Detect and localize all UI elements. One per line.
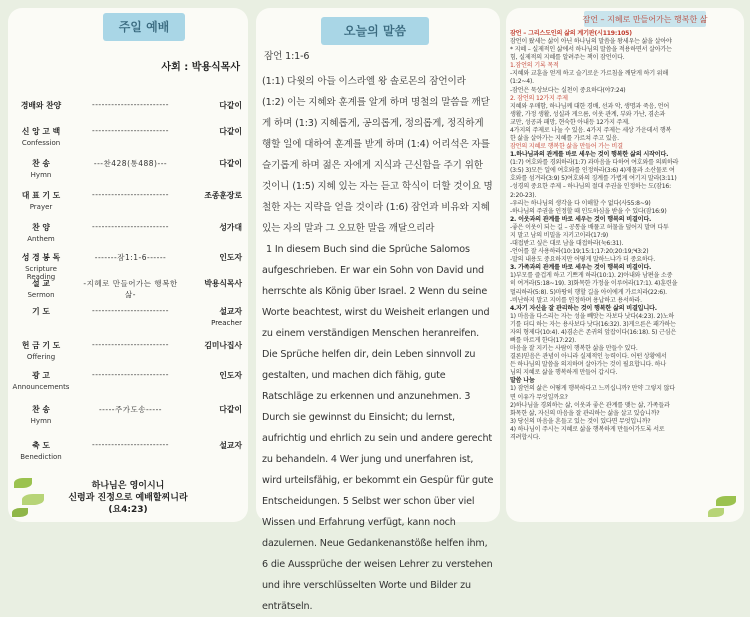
sermon-note-line: 면 이유가 무엇일까요? [510,393,568,401]
leaf-decoration [22,494,44,505]
sermon-note-line: 2. 이웃과의 관계를 바로 세우는 것이 행복의 비결이다. [510,215,652,223]
order-leader-ko: 인도자 [219,371,242,380]
sermon-note-line: 3. 가족과의 관계를 바로 세우는 것이 행복의 비결이다. [510,264,652,272]
order-label-ko: 기 도 [32,307,50,316]
sermon-title-text: 잠언 – 지혜로 만들어가는 행복한 삶 [582,15,708,24]
order-label-en: Hymn [30,417,52,425]
order-detail: ------------------------ [92,190,169,199]
sermon-note-line: 지 말고 남의 비밀을 지키고이라(17:9) [510,231,609,239]
order-leader-ko: 성가대 [219,223,242,232]
sermon-note-line: 1)부모를 즐겁게 하고 기쁘게 하라(10:1). 2)아내와 남편을 소중 [510,272,673,280]
sermon-note-line: 1) 잠언의 삶은 어떻게 행복하다고 느끼십니까? 만약 그렇지 않다 [510,385,675,393]
order-leader-ko: 설교자 [219,307,242,316]
sermon-note-line: 마음을 잘 지키는 사람이 행복한 삶을 만들수 있다. [510,345,638,353]
sermon-note-line: 3) 당신의 마음을 흔들고 있는 것이 있다면 무엇입니까? [510,417,651,425]
order-label [10,222,72,243]
order-label-ko: 헌 금 기 도 [21,341,61,350]
sermon-note-line: 님의 지혜로 삶을 행복하게 만들어 갑시다. [510,369,618,377]
sermon-note-line: -잠언은 묵상보다는 실천이 중요하다(야7:24) [510,86,626,94]
worship-title: 주일 예배 [103,13,185,41]
order-label-ko: 성 경 봉 독 [21,253,61,262]
order-label-en: Hymn [30,171,52,179]
sermon-note-line: 잠언 – 그리스도인의 삶의 계기판(시119:105) [510,30,632,37]
worship-order-row [8,252,248,281]
order-leader-ko: 박용식목사 [204,279,242,288]
order-leader [180,158,242,171]
order-label-ko: 찬 송 [32,159,50,168]
order-leader [180,404,242,417]
order-leader-ko: 다같이 [219,101,242,110]
sermon-note-line: -대접받고 싶은 대로 남을 대접하라(눅6:31). [510,240,624,248]
worship-order-row [8,158,248,182]
order-label-ko: 대 표 기 도 [21,191,61,200]
worship-order-row [8,340,248,364]
sermon-note-line: 멀리하라(5:8). 5)마땅히 행할 길을 아이에게 가르치라(22:6). [510,288,667,296]
order-leader [180,190,242,203]
scripture-panel [256,8,500,612]
leaf-decoration [12,508,28,517]
order-label-ko: 설 교 [32,279,50,288]
scripture-title: 오늘의 말씀 [321,17,429,45]
sermon-note-line: 1) 마음을 다스리는 자는 성을 빼앗는 자보다 낫다(4:23). 2)노하 [510,312,674,320]
sermon-note-line: 잠언이 왔세는 삶이 아닌 하나님의 말씀을 왕세우는 삶을 살아야 [510,38,672,46]
order-label [10,440,72,461]
order-label-ko: 찬 양 [32,223,50,232]
scripture-text [262,46,494,617]
sermon-note-line: 4) 하나님이 주시는 지혜로 삶을 행복하게 만들어가도록 서로 [510,425,665,433]
order-leader-ko: 인도자 [219,253,242,262]
worship-order-row [8,440,248,464]
order-label [10,158,72,179]
sermon-note-line: 4가지의 주제로 나눌 수 있음. 4가지 주제는 세상 가운데서 행복 [510,126,672,134]
sermon-note-line: 자의 형제다(10:4). 4)겸손은 존귀의 앞잡이다(16:18). 5) 근심은 [510,328,677,336]
sermon-note-line: 지혜와 우매함, 하나님께 대한 경배, 선과 악, 생명과 죽음, 언어 [510,102,670,110]
scripture-german: 1 In diesem Buch sind die Sprüche Salomos aufgeschrieben. Er war ein Sohn von David und herrschte als König über Israel. 2 Wenn du seine Worte beachtest, wirst du Weisheit erlangen und zu einem verständigen Menschen heranreifen. Die Sprüche helfen dir, dein Leben sinnvoll zu gestalten, und machen dich fähig, gute Ratschläge zu erkennen und anzunehmen. 3 Durch sie gewinnst du Einsicht; du lernst, aufrichtig und ehrlich zu sein und andere gerecht zu behandeln. 4 Wer jung und unerfahren ist, wird urteilsfähig, er bekommt ein Gespür für gute Entscheidungen. 5 Selbst wer schon über viel Wissen und Erfahrung verfügt, kann noch dazulernen. Neue Gedankenanstöße helfen ihm, 6 die Aussprüche der weisen Lehrer zu verstehen und ihre verschlüsselten Worte und Bilder zu enträtseln. [262,244,494,612]
order-label-ko: 경배와 찬양 [20,101,62,110]
sermon-note-line: 힘, 실제적의 지혜를 알려주는 책이 잠언이다. [510,54,625,62]
sermon-note-line: -성경의 중요한 주제 – 하나님의 절대 주권을 인정하는 도(잠16: [510,183,671,191]
leaf-decoration [716,496,736,506]
leaf-decoration [14,478,32,488]
sermon-note-line: 2. 잠언의 12가지 주제 [510,94,568,102]
order-label [10,190,72,211]
sermon-note-line: -언어를 잘 사용하라(10:19;15:1;17:20;20:19;Ҹ3:2) [510,248,649,256]
order-leader [180,340,242,353]
presider-label: 사회 : 박용식목사 [161,62,240,73]
order-label [10,370,72,391]
sermon-note-line: -우리는 하나님의 생각을 다 이해할 수 없다(사55:8~9) [510,199,651,207]
order-leader [180,278,242,291]
order-leader-ko: 김미나집사 [204,341,242,350]
scripture-verse: (1:1) 다윗의 아들 이스라엘 왕 솔로몬의 잠언이라 [262,76,466,87]
worship-order-row [8,100,248,124]
sermon-notes-panel [506,8,744,522]
order-leader [180,306,242,327]
order-detail: ------------------------ [92,306,169,315]
sermon-note-line: 기를 더디 하는 자는 용사보다 낫다(16:32). 3)게으른은 패가하는 [510,320,676,328]
order-label-ko: 찬 송 [32,405,50,414]
order-label-en: Announcements [12,383,70,391]
sermon-note-line: 교만, 성공과 패망, 현숙한 아내등 12가지 주제. [510,118,630,126]
sermon-note-line: 2:20-23). [510,191,537,199]
order-leader-ko: 설교자 [219,441,242,450]
worship-order-row [8,222,248,246]
order-label-ko: 축 도 [32,441,50,450]
worship-order-row [8,190,248,214]
sermon-note-line: (1:2~4). [510,78,534,86]
sermon-note-line: 1.잠언의 기록 목적 [510,62,559,70]
order-leader-ko: 다같이 [219,405,242,414]
order-detail: ------------------------ [92,126,169,135]
order-detail: -------잠1:1-6------ [94,253,167,262]
sermon-note-line: -좋은 이웃이 되는 길 – 공통을 배풀고 허물을 덮어지 말며 다투 [510,223,669,231]
worship-order-row [8,306,248,330]
sermon-note-line: * 지혜 – 실제적인 삶에서 하나님의 말씀을 적용하면서 살아가는 [510,46,672,54]
sermon-note-line: -지혜와 교훈을 얻게 하고 슬기로운 가르침을 깨닫게 하기 위해 [510,70,669,78]
order-label-ko: 광 고 [32,371,50,380]
order-leader [180,100,242,113]
sermon-note-line: 화목한 삶, 자신의 마음을 잘 관리하는 삶을 살고 있습니까? [510,409,660,417]
order-of-worship-panel [8,8,248,522]
sermon-note-line: -말의 내용도 중요하지만 어떻게 말하느냐가 더 중요하다. [510,256,655,264]
sermon-note-line: 말씀 나눔 [510,377,535,385]
order-label [10,278,72,299]
sermon-notes-text [510,30,740,442]
verse-line: 하나님은 영이시니 [91,481,165,491]
verse-line: (요4:23) [108,505,148,515]
order-detail: ------------------------ [92,100,169,109]
sermon-note-line: 한 삶을 살아가는 지혜를 가르쳐 주고 있음. [510,135,619,143]
worship-order-row [8,126,248,150]
order-detail: -----주가도송----- [98,405,163,414]
order-leader-ko: 조종훈장로 [204,191,242,200]
order-label-en: Benediction [20,453,62,461]
order-label [10,252,72,281]
leaf-decoration [708,508,724,517]
order-leader-en: Preacher [211,319,242,327]
order-leader-ko: 다같이 [219,127,242,136]
order-leader [180,222,242,235]
sermon-note-line: (3:5) 3)모든 일에 여호와를 인정하라(3:6) 4)재물과 소산물로 여 [510,167,675,175]
sermon-note-line: 잠언의 지혜로 행복한 삶을 만들어 가는 비결 [510,143,623,151]
order-label-en: Sermon [27,291,55,299]
sermon-note-line: 4.자기 자신을 잘 관리하는 것이 행복한 삶의 비결입니다. [510,304,657,312]
sermon-note-line: -하나님의 주권을 인정할 때 인도하심을 받을 수 있다(잠16:9) [510,207,667,215]
sermon-note-line: 뼈를 마르게 한다(17:22). [510,336,576,344]
order-label [10,126,72,147]
sermon-note-line: 1.하나님과의 관계를 바로 세우는 것이 행복한 삶의 시작이다. [510,151,669,159]
order-leader-ko: 다같이 [219,159,242,168]
order-detail: ------------------------ [92,440,169,449]
worship-order-row [8,278,248,302]
order-leader [180,126,242,139]
order-detail: ------------------------ [92,222,169,231]
order-label-en: Anthem [27,235,55,243]
worship-order-row [8,404,248,428]
sermon-note-line: 든 하나님의 말씀을 의지하며 살아가는 것이 필요합니다. 하나 [510,361,667,369]
worship-order-row [8,370,248,394]
sermon-note-line: (1:7) 여호와를 경외하라(1:7) 과마음을 다하여 여호와를 의뢰하라 [510,159,679,167]
sermon-note-line: 히 여겨라(5:18~19). 3)화목한 가정을 이루어라(17:1). 4)훈련을 [510,280,678,288]
order-leader [180,252,242,265]
footer-verse [38,480,218,516]
order-label-en: Offering [26,353,56,361]
order-leader [180,370,242,383]
sermon-note-line: 결론)믿음은 관념이 아니라 실제적인 능력이다. 어떤 상황에서 [510,353,667,361]
sermon-note-line: 격려합시다. [510,433,541,441]
verse-line: 신령과 진정으로 예배할찌니라 [68,493,188,503]
order-label-en: Prayer [29,203,53,211]
order-leader [180,440,242,453]
scripture-reference: 잠언 1:1-6 [264,51,310,62]
sermon-note-line: 2)하나님을 경외하는 삶, 이웃과 좋은 관계를 맺는 삶, 가족들과 [510,401,670,409]
order-label [10,404,72,425]
order-detail: ---찬428(통488)--- [93,159,168,168]
order-label [10,340,72,361]
sermon-note-line: -비난하지 말고 지이를 인정하며 용납하고 용서하라. [510,296,642,304]
order-label-en: Scripture Reading [25,265,57,281]
sermon-title [546,14,744,25]
order-label [10,306,72,319]
order-detail: ------------------------ [92,340,169,349]
order-label [10,100,72,113]
order-label-ko: 신 앙 고 백 [21,127,61,136]
order-label-en: Confession [21,139,61,147]
sermon-note-line: 호와를 섬겨라(3:9) 5)여호와의 징계를 가볍게 여기지 말라(3:11) [510,175,677,183]
scripture-verse: (1:2) 이는 지혜와 훈계를 알게 하며 명철의 말씀을 깨닫게 하며 (1:3) 지혜롭게, 공의롭게, 정의롭게, 정직하게 행할 일에 대하여 훈계를 받게 하며 (1:4) 어리석은 자를 슬기롭게 하며 젊은 자에게 지식과 근신함을 주기 위한 것이니 (1:5) 지혜 있는 자는 듣고 학식이 더할 것이요 명철한 자는 지략을 얻을 것이라 (1:6) 잠언과 비유와 지혜 있는 자의 말과 그 오묘한 말을 깨달으리라 [262,97,493,234]
order-detail: -지혜로 만들어가는 행복한 삶- [83,279,178,299]
order-detail: ------------------------ [92,370,169,379]
sermon-note-line: 생활, 가정 생활, 성실과 게으름, 이웃 관계, 부와 가난, 겸손과 [510,110,666,118]
